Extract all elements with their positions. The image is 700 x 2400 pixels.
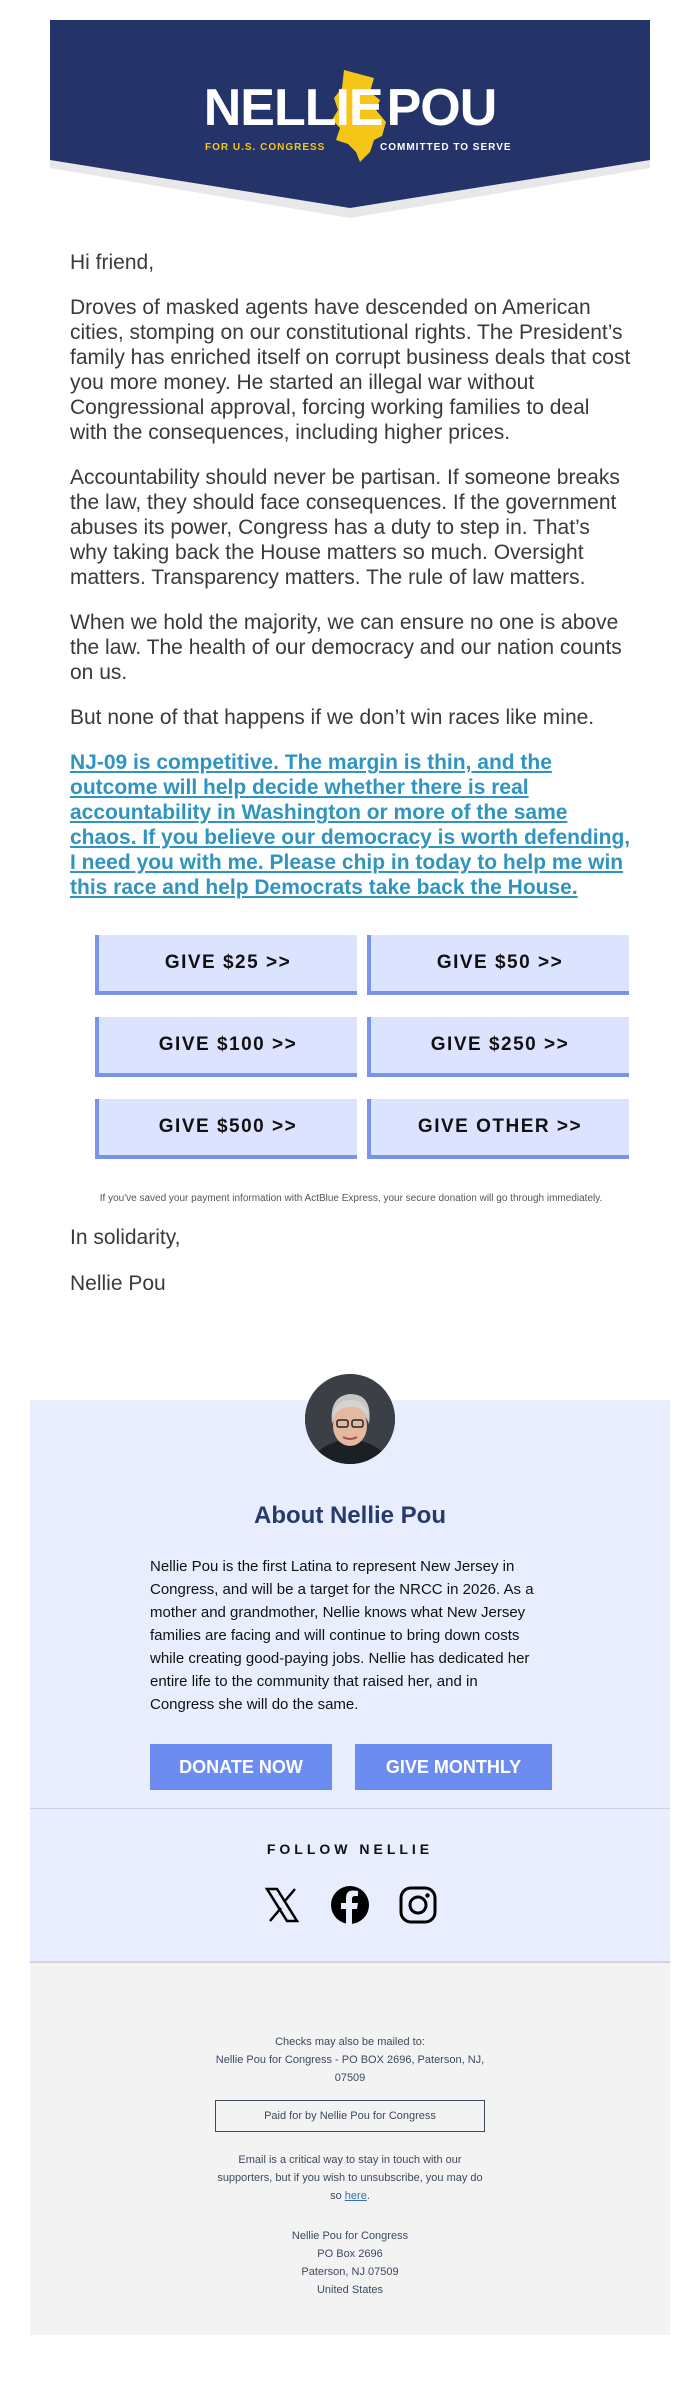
unsubscribe-prefix: so [330, 2190, 345, 2202]
cta-donate-link[interactable]: NJ-09 is competitive. The margin is thin, and the outcome will help decide whether there is real accountability in Washington or more of the same chaos. If you believe our democracy is worth defending, I need you with me. Please chip in today to help me win this race and help Democrats take back the House. [70, 751, 631, 899]
give-500-button[interactable]: GIVE $500 >> [95, 1099, 357, 1159]
logo-first-name: NELLIE [203, 79, 383, 137]
logo-tagline-left: FOR U.S. CONGRESS [205, 142, 326, 153]
actblue-express-note: If you've saved your payment information with ActBlue Express, your secure donation will go through immediately. [99, 1193, 603, 1204]
paragraph-3: When we hold the majority, we can ensure no one is above the law. The health of our democracy and our nation counts on us. [70, 611, 622, 684]
give-250-button[interactable]: GIVE $250 >> [367, 1017, 629, 1077]
checks-mail-line-3: 07509 [334, 2072, 366, 2084]
instagram-icon[interactable] [398, 1885, 438, 1925]
follow-title: FOLLOW NELLIE [266, 1841, 434, 1857]
give-other-button[interactable]: GIVE OTHER >> [367, 1099, 629, 1159]
logo-last-name: POU [386, 79, 497, 137]
checks-mail-line-1: Checks may also be mailed to: [275, 2036, 425, 2048]
paragraph-1: Droves of masked agents have descended on American cities, stomping on our constitutional rights. The President’s family has enriched itself on corrupt business deals that cost you more money. He started an illegal war without Congressional approval, forcing working families to deal with the consequences, including higher prices. [70, 296, 631, 444]
paid-for-disclaimer [215, 2100, 485, 2132]
address-po-box: PO Box 2696 [317, 2248, 383, 2260]
letter-body [70, 250, 632, 900]
give-monthly-button[interactable]: GIVE MONTHLY [355, 1744, 552, 1790]
address-name: Nellie Pou for Congress [291, 2230, 409, 2242]
follow-section [30, 1808, 670, 1964]
footer [30, 1963, 670, 2335]
give-50-button[interactable]: GIVE $50 >> [367, 935, 629, 995]
x-icon[interactable] [262, 1885, 302, 1925]
checks-mail-line-2: Nellie Pou for Congress - PO BOX 2696, Paterson, NJ, [215, 2054, 485, 2066]
logo-tagline-right: COMMITTED TO SERVE [380, 142, 512, 153]
facebook-icon[interactable] [330, 1885, 370, 1925]
unsubscribe-suffix: . [366, 2190, 370, 2202]
signature-name: Nellie Pou [70, 1272, 166, 1295]
greeting: Hi friend, [70, 251, 155, 274]
address-city: Paterson, NJ 07509 [301, 2266, 399, 2278]
signoff: In solidarity, [70, 1226, 181, 1249]
paragraph-2: Accountability should never be partisan. If someone breaks the law, they should face consequences. If the government abuses its power, Congress has a duty to step in. That’s why taking back the House matters so much. Oversight matters. Transparency matters. The rule of law matters. [70, 466, 620, 589]
about-body: Nellie Pou is the first Latina to represent New Jersey in Congress, and will be a target for the NRCC in 2026. As a mother and grandmother, Nellie knows what New Jersey families are facing and will continue to bring down costs while creating good-paying jobs. Nellie has dedicated her entire life to the community that raised her, and in Congress she will do the same. [150, 1558, 534, 1713]
logo-wordmark [50, 78, 650, 138]
header-banner [50, 20, 650, 218]
unsubscribe-line-1: Email is a critical way to stay in touch with our [238, 2154, 462, 2166]
about-title: About Nellie Pou [254, 1502, 446, 1529]
unsubscribe-line-2: supporters, but if you wish to unsubscribe, you may do [217, 2172, 483, 2184]
campaign-logo [50, 78, 650, 168]
donate-now-button[interactable]: DONATE NOW [150, 1744, 332, 1790]
candidate-avatar [305, 1374, 395, 1464]
give-100-button[interactable]: GIVE $100 >> [95, 1017, 357, 1077]
paragraph-4: But none of that happens if we don’t win races like mine. [70, 706, 595, 729]
paid-for-text: Paid for by Nellie Pou for Congress [264, 2110, 436, 2122]
give-25-button[interactable]: GIVE $25 >> [95, 935, 357, 995]
unsubscribe-line-3 [30, 2187, 670, 2205]
unsubscribe-link[interactable]: here [344, 2190, 367, 2202]
candidate-portrait [305, 1374, 395, 1464]
address-country: United States [316, 2284, 384, 2296]
